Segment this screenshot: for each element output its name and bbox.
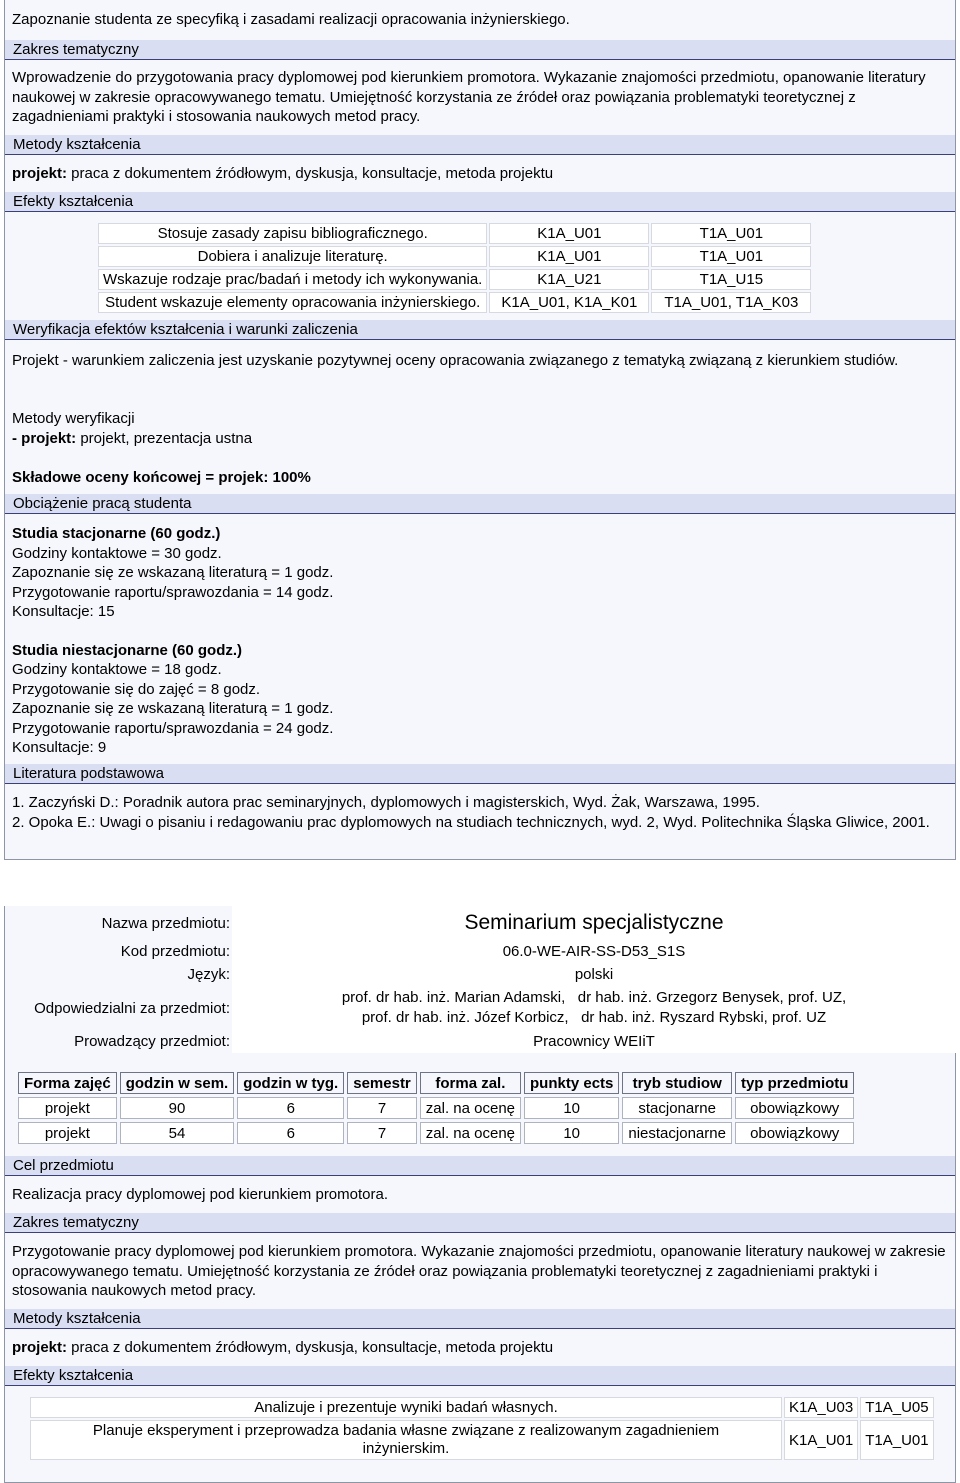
section-header-metody: Metody kształcenia [5, 135, 955, 155]
course-code: 06.0-WE-AIR-SS-D53_S1S [232, 940, 956, 963]
column-header: semestr [347, 1072, 417, 1094]
efekt-k: K1A_U21 [489, 269, 649, 290]
efekt-t: T1A_U05 [860, 1397, 933, 1418]
table-row [98, 269, 811, 290]
section-header-metody-2: Metody kształcenia [5, 1309, 955, 1329]
efekt-desc: Wskazuje rodzaje prac/badań i metody ich wykonywania. [98, 269, 487, 290]
obciazenie-text [12, 524, 948, 758]
column-header: tryb studiow [622, 1072, 732, 1094]
course-title: Seminarium specjalistyczne [232, 906, 956, 940]
prowadzacy: Pracownicy WEIiT [232, 1030, 956, 1053]
literatura-author: 2. Opoka E. [12, 813, 92, 831]
metody-weryfikacji [12, 409, 948, 448]
column-header: godzin w tyg. [237, 1072, 344, 1094]
literatura-title: : Poradnik autora prac seminaryjnych, dyplomowych i magisterskich, Wyd. Żak, Warszawa, 1995. [114, 794, 760, 811]
table-cell: zal. na ocenę [420, 1122, 521, 1144]
table-cell: 10 [524, 1097, 619, 1119]
table-cell: 54 [120, 1122, 235, 1144]
weryfikacja-text: Projekt - warunkiem zaliczenia jest uzyskanie pozytywnej oceny opracowania związanego z tematyką związaną z kierunkiem studiów. [12, 352, 899, 369]
metody-weryfikacji-item [12, 429, 948, 449]
table-row [30, 1420, 934, 1460]
efekt-desc: Planuje eksperyment i przeprowadza badania własne związane z realizowanym zagadnieniem inżynierskim. [30, 1420, 782, 1460]
column-header: forma zal. [420, 1072, 521, 1094]
efekt-t: T1A_U15 [651, 269, 811, 290]
efekt-t: T1A_U01, T1A_K03 [651, 292, 811, 313]
stacjonarne-line: Przygotowanie raportu/sprawozdania = 14 godz. [12, 583, 334, 601]
metody-text [12, 164, 948, 184]
meta-row [6, 986, 956, 1030]
metody-weryfikacji-prefix: - projekt: [12, 429, 77, 447]
table-cell: niestacjonarne [622, 1122, 732, 1144]
niestacjonarne-line: Godziny kontaktowe = 18 godz. [12, 661, 222, 678]
section-header-cel: Cel przedmiotu [5, 1156, 955, 1176]
column-header: Forma zajęć [18, 1072, 117, 1094]
stacjonarne-title: Studia stacjonarne (60 godz.) [12, 525, 221, 542]
literatura-title: : Uwagi o pisaniu i redagowaniu prac dyplomowych na studiach technicznych, wyd. 2, Wyd. Politechnika Śląska Gliwice, 2001. [91, 813, 930, 831]
table-row [30, 1397, 934, 1418]
table-header-row [18, 1072, 854, 1094]
metody-label: projekt: [12, 165, 68, 182]
table-cell: 10 [524, 1122, 619, 1144]
metody-desc-2: praca z dokumentem źródłowym, dyskusja, konsultacje, metoda projektu [67, 1339, 554, 1356]
niestacjonarne-line: Przygotowanie raportu/sprawozdania = 24 godz. [12, 719, 334, 737]
efekt-k: K1A_U03 [784, 1397, 858, 1418]
metody-desc: praca z dokumentem źródłowym, dyskusja, konsultacje, metoda projektu [67, 165, 554, 182]
niestacjonarne-line: Przygotowanie się do zajęć = 8 godz. [12, 680, 261, 698]
niestacjonarne-line: Konsultacje: 9 [12, 739, 107, 756]
table-row [98, 292, 811, 313]
metody-weryfikacji-label: Metody weryfikacji [12, 410, 135, 427]
odpowiedzialni-line: prof. dr hab. inż. Józef Korbicz, dr hab. inż. Ryszard Rybski, prof. UZ [361, 1009, 827, 1026]
course-language: polski [232, 963, 956, 986]
section-header-obciazenie: Obciążenie pracą studenta [5, 494, 955, 514]
table-cell: 7 [347, 1097, 417, 1119]
section-header-literatura: Literatura podstawowa [5, 764, 955, 784]
table-cell: obowiązkowy [735, 1122, 855, 1144]
zakres-text: Wprowadzenie do przygotowania pracy dyplomowej pod kierunkiem promotora. Wykazanie znajomości przedmiotu, opanowanie literatury naukowej w zakresie opracowywanego tematu. Umiejętność korzystania ze źródeł oraz powiązania problematyki teoretycznej z zagadnieniami praktyki i stosowania naukowych metod pracy. [12, 69, 926, 125]
stacjonarne-line: Zapoznanie się ze wskazaną literaturą = 1 godz. [12, 564, 334, 581]
efekt-k: K1A_U01, K1A_K01 [489, 292, 649, 313]
niestacjonarne-title: Studia niestacjonarne (60 godz.) [12, 641, 243, 659]
cel-text: Realizacja pracy dyplomowej pod kierunkiem promotora. [12, 1186, 389, 1203]
nazwa-label: Nazwa przedmiotu: [101, 914, 230, 932]
efekt-k: K1A_U01 [489, 246, 649, 267]
odpowiedzialni-label: Odpowiedzialni za przedmiot: [34, 999, 230, 1017]
skladowe-oceny: Składowe oceny końcowej = projek: 100% [12, 469, 311, 486]
zakres-text-2: Przygotowanie pracy dyplomowej pod kierunkiem promotora. Wykazanie znajomości przedmiotu, opanowanie literatury naukowej w zakresie opracowywanego tematu. Umiejętność korzystania ze źródeł oraz powiązania problematyki teoretycznej z zagadnieniami praktyki i stosowania naukowych metod pracy. [12, 1243, 946, 1299]
meta-row [6, 1030, 956, 1053]
section-header-efekty-2: Efekty kształcenia [5, 1366, 955, 1386]
odpowiedzialni-line: prof. dr hab. inż. Marian Adamski, dr hab. inż. Grzegorz Benysek, prof. UZ, [341, 989, 847, 1006]
metody-text-2 [12, 1338, 948, 1358]
stacjonarne-line: Konsultacje: 15 [12, 603, 115, 620]
column-header: typ przedmiotu [735, 1072, 855, 1094]
meta-row [6, 963, 956, 986]
table-cell: 6 [237, 1122, 344, 1144]
table-cell: projekt [18, 1097, 117, 1119]
meta-row [6, 906, 956, 940]
table-row [98, 246, 811, 267]
literatura-item [12, 793, 948, 813]
section-header-zakres-2: Zakres tematyczny [5, 1213, 955, 1233]
literatura-list [12, 793, 948, 832]
table-cell: 90 [120, 1097, 235, 1119]
efekt-desc: Dobiera i analizuje literaturę. [98, 246, 487, 267]
table-row [18, 1097, 854, 1119]
niestacjonarne-line: Zapoznanie się ze wskazaną literaturą = 1 godz. [12, 700, 334, 717]
meta-row [6, 940, 956, 963]
efekt-k: K1A_U01 [489, 223, 649, 244]
section-header-weryfikacja: Weryfikacja efektów kształcenia i warunki zaliczenia [5, 320, 955, 340]
course-meta [6, 906, 956, 1053]
efekty-table [96, 221, 813, 315]
literatura-item [12, 813, 948, 833]
jezyk-label: Język: [187, 966, 230, 983]
efekt-k: K1A_U01 [784, 1420, 858, 1460]
table-cell: stacjonarne [622, 1097, 732, 1119]
course-intro: Zapoznanie studenta ze specyfiką i zasadami realizacji opracowania inżynierskiego. [12, 11, 570, 28]
metody-weryfikacji-desc: projekt, prezentacja ustna [76, 429, 253, 447]
column-header: punkty ects [524, 1072, 619, 1094]
forma-zajec-table [15, 1069, 857, 1147]
literatura-author: 1. Zaczyński D. [12, 794, 115, 811]
table-row [98, 223, 811, 244]
section-header-zakres: Zakres tematyczny [5, 40, 955, 60]
table-row [18, 1122, 854, 1144]
section-header-efekty: Efekty kształcenia [5, 192, 955, 212]
metody-label-2: projekt: [12, 1339, 68, 1356]
table-cell: projekt [18, 1122, 117, 1144]
table-cell: zal. na ocenę [420, 1097, 521, 1119]
efekt-desc: Stosuje zasady zapisu bibliograficznego. [98, 223, 487, 244]
table-cell: 7 [347, 1122, 417, 1144]
table-cell: 6 [237, 1097, 344, 1119]
kod-label: Kod przedmiotu: [120, 943, 230, 960]
odpowiedzialni [232, 986, 956, 1030]
efekt-desc: Student wskazuje elementy opracowania inżynierskiego. [98, 292, 487, 313]
efekt-t: T1A_U01 [651, 223, 811, 244]
column-header: godzin w sem. [120, 1072, 235, 1094]
efekt-t: T1A_U01 [651, 246, 811, 267]
efekt-t: T1A_U01 [860, 1420, 933, 1460]
efekty-table-2 [28, 1395, 936, 1462]
table-cell: obowiązkowy [735, 1097, 855, 1119]
stacjonarne-line: Godziny kontaktowe = 30 godz. [12, 544, 222, 562]
efekt-desc: Analizuje i prezentuje wyniki badań własnych. [30, 1397, 782, 1418]
prowadzacy-label: Prowadzący przedmiot: [74, 1033, 230, 1050]
